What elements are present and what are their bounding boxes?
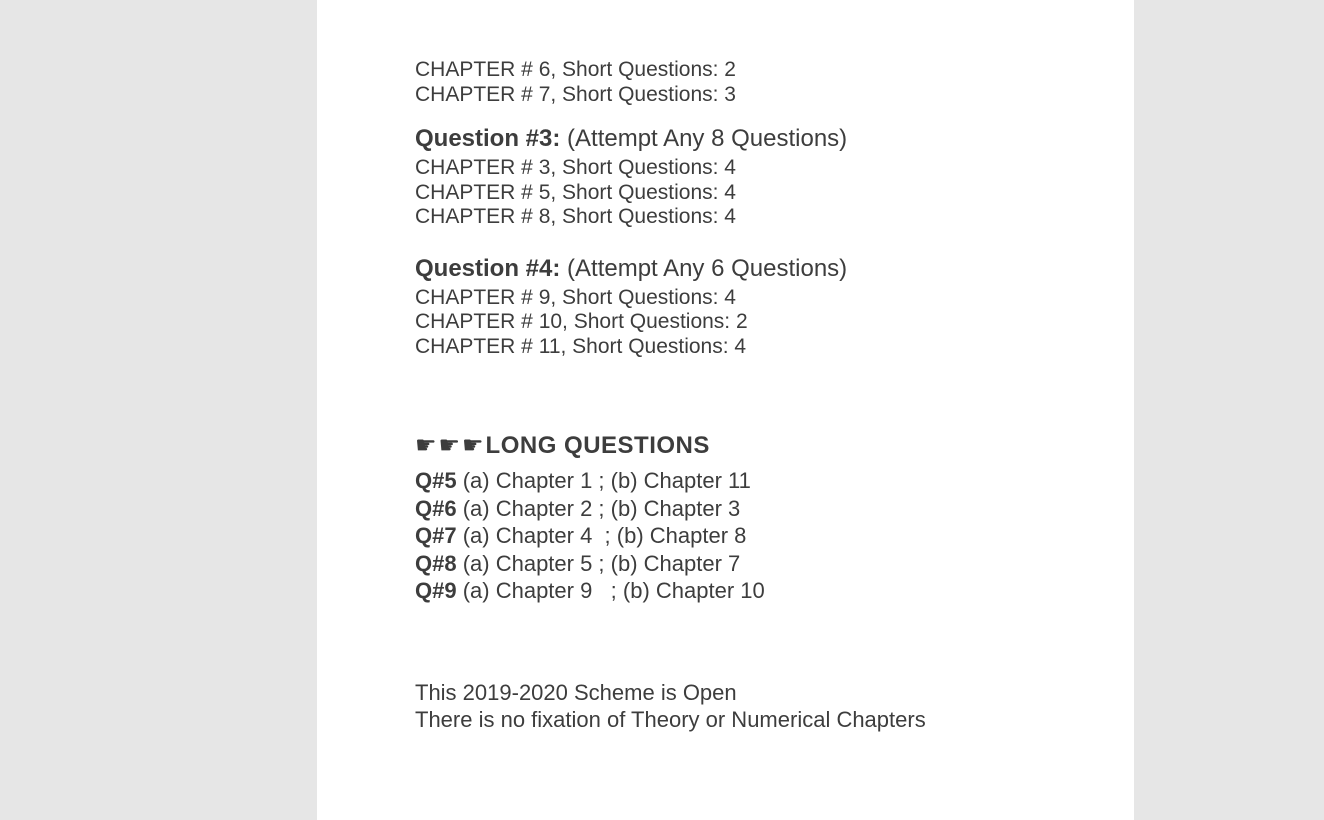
long-question-text: (a) Chapter 4 ; (b) Chapter 8 bbox=[456, 523, 747, 548]
long-questions-list bbox=[415, 467, 1114, 605]
document-page bbox=[317, 0, 1134, 820]
pointing-hand-icons: ☛☛☛ bbox=[415, 431, 486, 459]
long-question-label: Q#5 bbox=[415, 468, 457, 493]
chapter-line: CHAPTER # 10, Short Questions: 2 bbox=[415, 310, 748, 333]
long-questions-heading bbox=[415, 431, 1114, 460]
chapter-line: CHAPTER # 7, Short Questions: 3 bbox=[415, 82, 736, 106]
chapter-line: CHAPTER # 3, Short Questions: 4 bbox=[415, 156, 736, 179]
long-question-item bbox=[415, 522, 1114, 550]
long-questions-title: LONG QUESTIONS bbox=[485, 432, 710, 459]
question3-label: Question #3: bbox=[415, 125, 561, 152]
chapter-line: CHAPTER # 5, Short Questions: 4 bbox=[415, 180, 736, 204]
long-question-item bbox=[415, 550, 1114, 578]
long-question-label: Q#6 bbox=[415, 495, 457, 521]
long-question-label: Q#9 bbox=[415, 578, 457, 603]
question4-instruction: (Attempt Any 6 Questions) bbox=[560, 254, 848, 282]
long-question-label: Q#7 bbox=[415, 523, 457, 548]
long-question-text: (a) Chapter 1 ; (b) Chapter 11 bbox=[456, 468, 751, 493]
scheme-notes bbox=[415, 679, 1114, 734]
question3-instruction: (Attempt Any 8 Questions) bbox=[560, 125, 848, 152]
long-question-text: (a) Chapter 5 ; (b) Chapter 7 bbox=[456, 550, 741, 576]
question4-heading bbox=[415, 255, 1114, 283]
question3-heading bbox=[415, 125, 1114, 153]
question2-chapter-list bbox=[415, 58, 1114, 107]
long-question-item bbox=[415, 495, 1114, 523]
chapter-line: CHAPTER # 6, Short Questions: 2 bbox=[415, 58, 736, 81]
long-question-text: (a) Chapter 9 ; (b) Chapter 10 bbox=[456, 578, 765, 603]
question3-chapter-list bbox=[415, 156, 1114, 230]
long-question-text: (a) Chapter 2 ; (b) Chapter 3 bbox=[456, 495, 741, 521]
chapter-line: CHAPTER # 8, Short Questions: 4 bbox=[415, 205, 736, 228]
chapter-line: CHAPTER # 9, Short Questions: 4 bbox=[415, 285, 736, 309]
scheme-note-line: There is no fixation of Theory or Numerical Chapters bbox=[415, 707, 926, 732]
long-question-label: Q#8 bbox=[415, 550, 457, 576]
question4-chapter-list bbox=[415, 286, 1114, 360]
chapter-line: CHAPTER # 11, Short Questions: 4 bbox=[415, 334, 747, 358]
long-question-item bbox=[415, 467, 1114, 495]
long-question-item bbox=[415, 577, 1114, 605]
scheme-note-line: This 2019-2020 Scheme is Open bbox=[415, 679, 737, 705]
question4-label: Question #4: bbox=[415, 254, 561, 282]
